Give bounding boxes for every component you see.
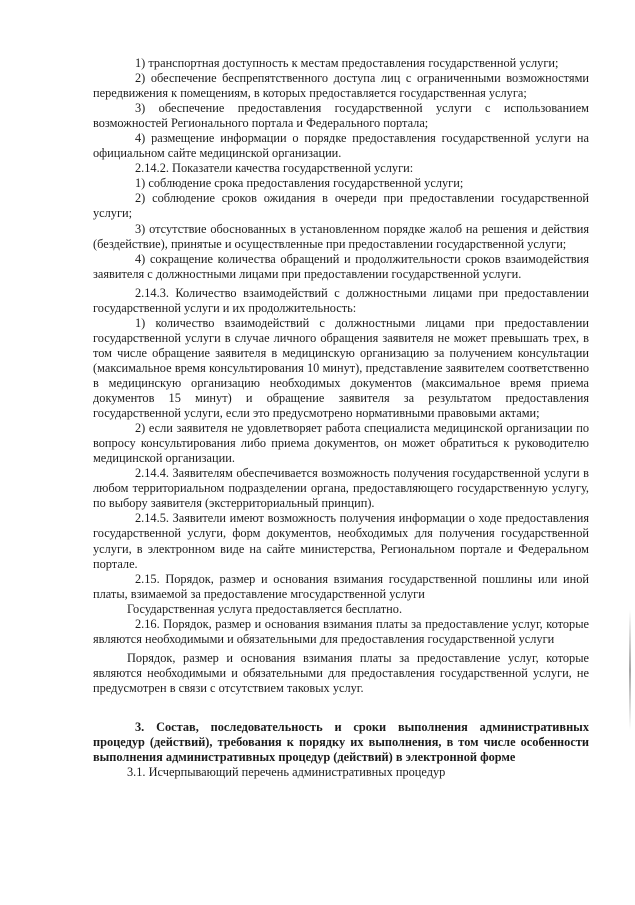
paragraph-interactions-limit: 1) количество взаимодействий с должностными лицами при предоставлении государственной услуги в случае личного обращения заявителя не может превышать трех, в том числе обращение заявителя в медицинскую организацию за получением консультации (максимальное время консультирования 10 минут), представление заявителем соответственно в медицинскую организацию необходимых документов (максимальное время приема документов 15 минут) и обращение заявителя за результатом предоставления государственной услуги, если это предусмотрено нормативными правовыми актами;: [93, 315, 589, 421]
paragraph-information-placement: 4) размещение информации о порядке предоставления государственной услуги на официальном сайте медицинской организации.: [93, 131, 589, 161]
paragraph-deadline-compliance: 1) соблюдение срока предоставления государственной услуги;: [135, 176, 464, 191]
paragraph-no-complaints: 3) отсутствие обоснованных в установленном порядке жалоб на решения и действия (бездействие), принятые и осуществленные при предоставлении государственной услуги;: [93, 221, 589, 251]
paragraph-procedures-list: 3.1. Исчерпывающий перечень административных процедур: [127, 765, 446, 780]
paragraph-portal-usage: 3) обеспечение предоставления государственной услуги с использованием возможностей Регионального портала и Федерального портала;: [93, 101, 589, 131]
section-heading: 3. Состав, последовательность и сроки выполнения административных процедур (действий), требования к порядку их выполнения, в том числе особенности выполнения административных процедур (действий) в электронной форме: [93, 719, 589, 765]
paragraph-state-fee: 2.15. Порядок, размер и основания взимания государственной пошлины или иной платы, взимаемой за предоставление мгосударственной услуги: [93, 571, 589, 601]
paragraph-barrier-free-access: 2) обеспечение беспрепятственного доступа лиц с ограниченными возможностями передвижения к помещениям, в которых предоставляется государственная услуга;: [93, 71, 589, 101]
paragraph-transport-accessibility: 1) транспортная доступность к местам предоставления государственной услуги;: [135, 56, 559, 70]
paragraph-specialist-complaint: 2) если заявителя не удовлетворяет работа специалиста медицинской организации по вопросу консультирования либо приема документов, он может обратиться к руководителю медицинской организации.: [93, 421, 589, 466]
paragraph-progress-information: 2.14.5. Заявители имеют возможность получения информации о ходе предоставления государственной услуги, форм документов, необходимых для получения государственной услуги, в электронном виде на сайте министерства, Региональном портале и Федеральном портале.: [93, 511, 589, 571]
paragraph-quality-indicators: 2.14.2. Показатели качества государственной услуги:: [135, 161, 414, 176]
scan-edge-mark: [629, 610, 631, 730]
paragraph-queue-waiting: 2) соблюдение сроков ожидания в очереди при предоставлении государственной услуги;: [93, 191, 589, 221]
paragraph-extraterritorial: 2.14.4. Заявителям обеспечивается возможность получения государственной услуги в любом территориальном подразделении органа, предоставляющего государственную услугу, по выбору заявителя (экстерриториальный принцип).: [93, 466, 589, 511]
paragraph-free-service: Государственная услуга предоставляется бесплатно.: [127, 601, 403, 616]
document-body: [93, 56, 589, 780]
paragraph-fee-not-provided: Порядок, размер и основания взимания платы за предоставление услуг, которые являются необходимыми и обязательными для предоставления государственной услуги, не предусмотрен в связи с отсутствием таковых услуг.: [93, 650, 589, 695]
paragraph-interactions-count: 2.14.3. Количество взаимодействий с должностными лицами при предоставлении государственной услуги и их продолжительность:: [93, 285, 589, 315]
paragraph-mandatory-services-fee: 2.16. Порядок, размер и основания взимания платы за предоставление услуг, которые являются необходимыми и обязательными для предоставления государственной услуги: [93, 616, 589, 646]
paragraph-reduce-requests: 4) сокращение количества обращений и продолжительности сроков взаимодействия заявителя с должностными лицами при предоставлении государственной услуги.: [93, 251, 589, 281]
